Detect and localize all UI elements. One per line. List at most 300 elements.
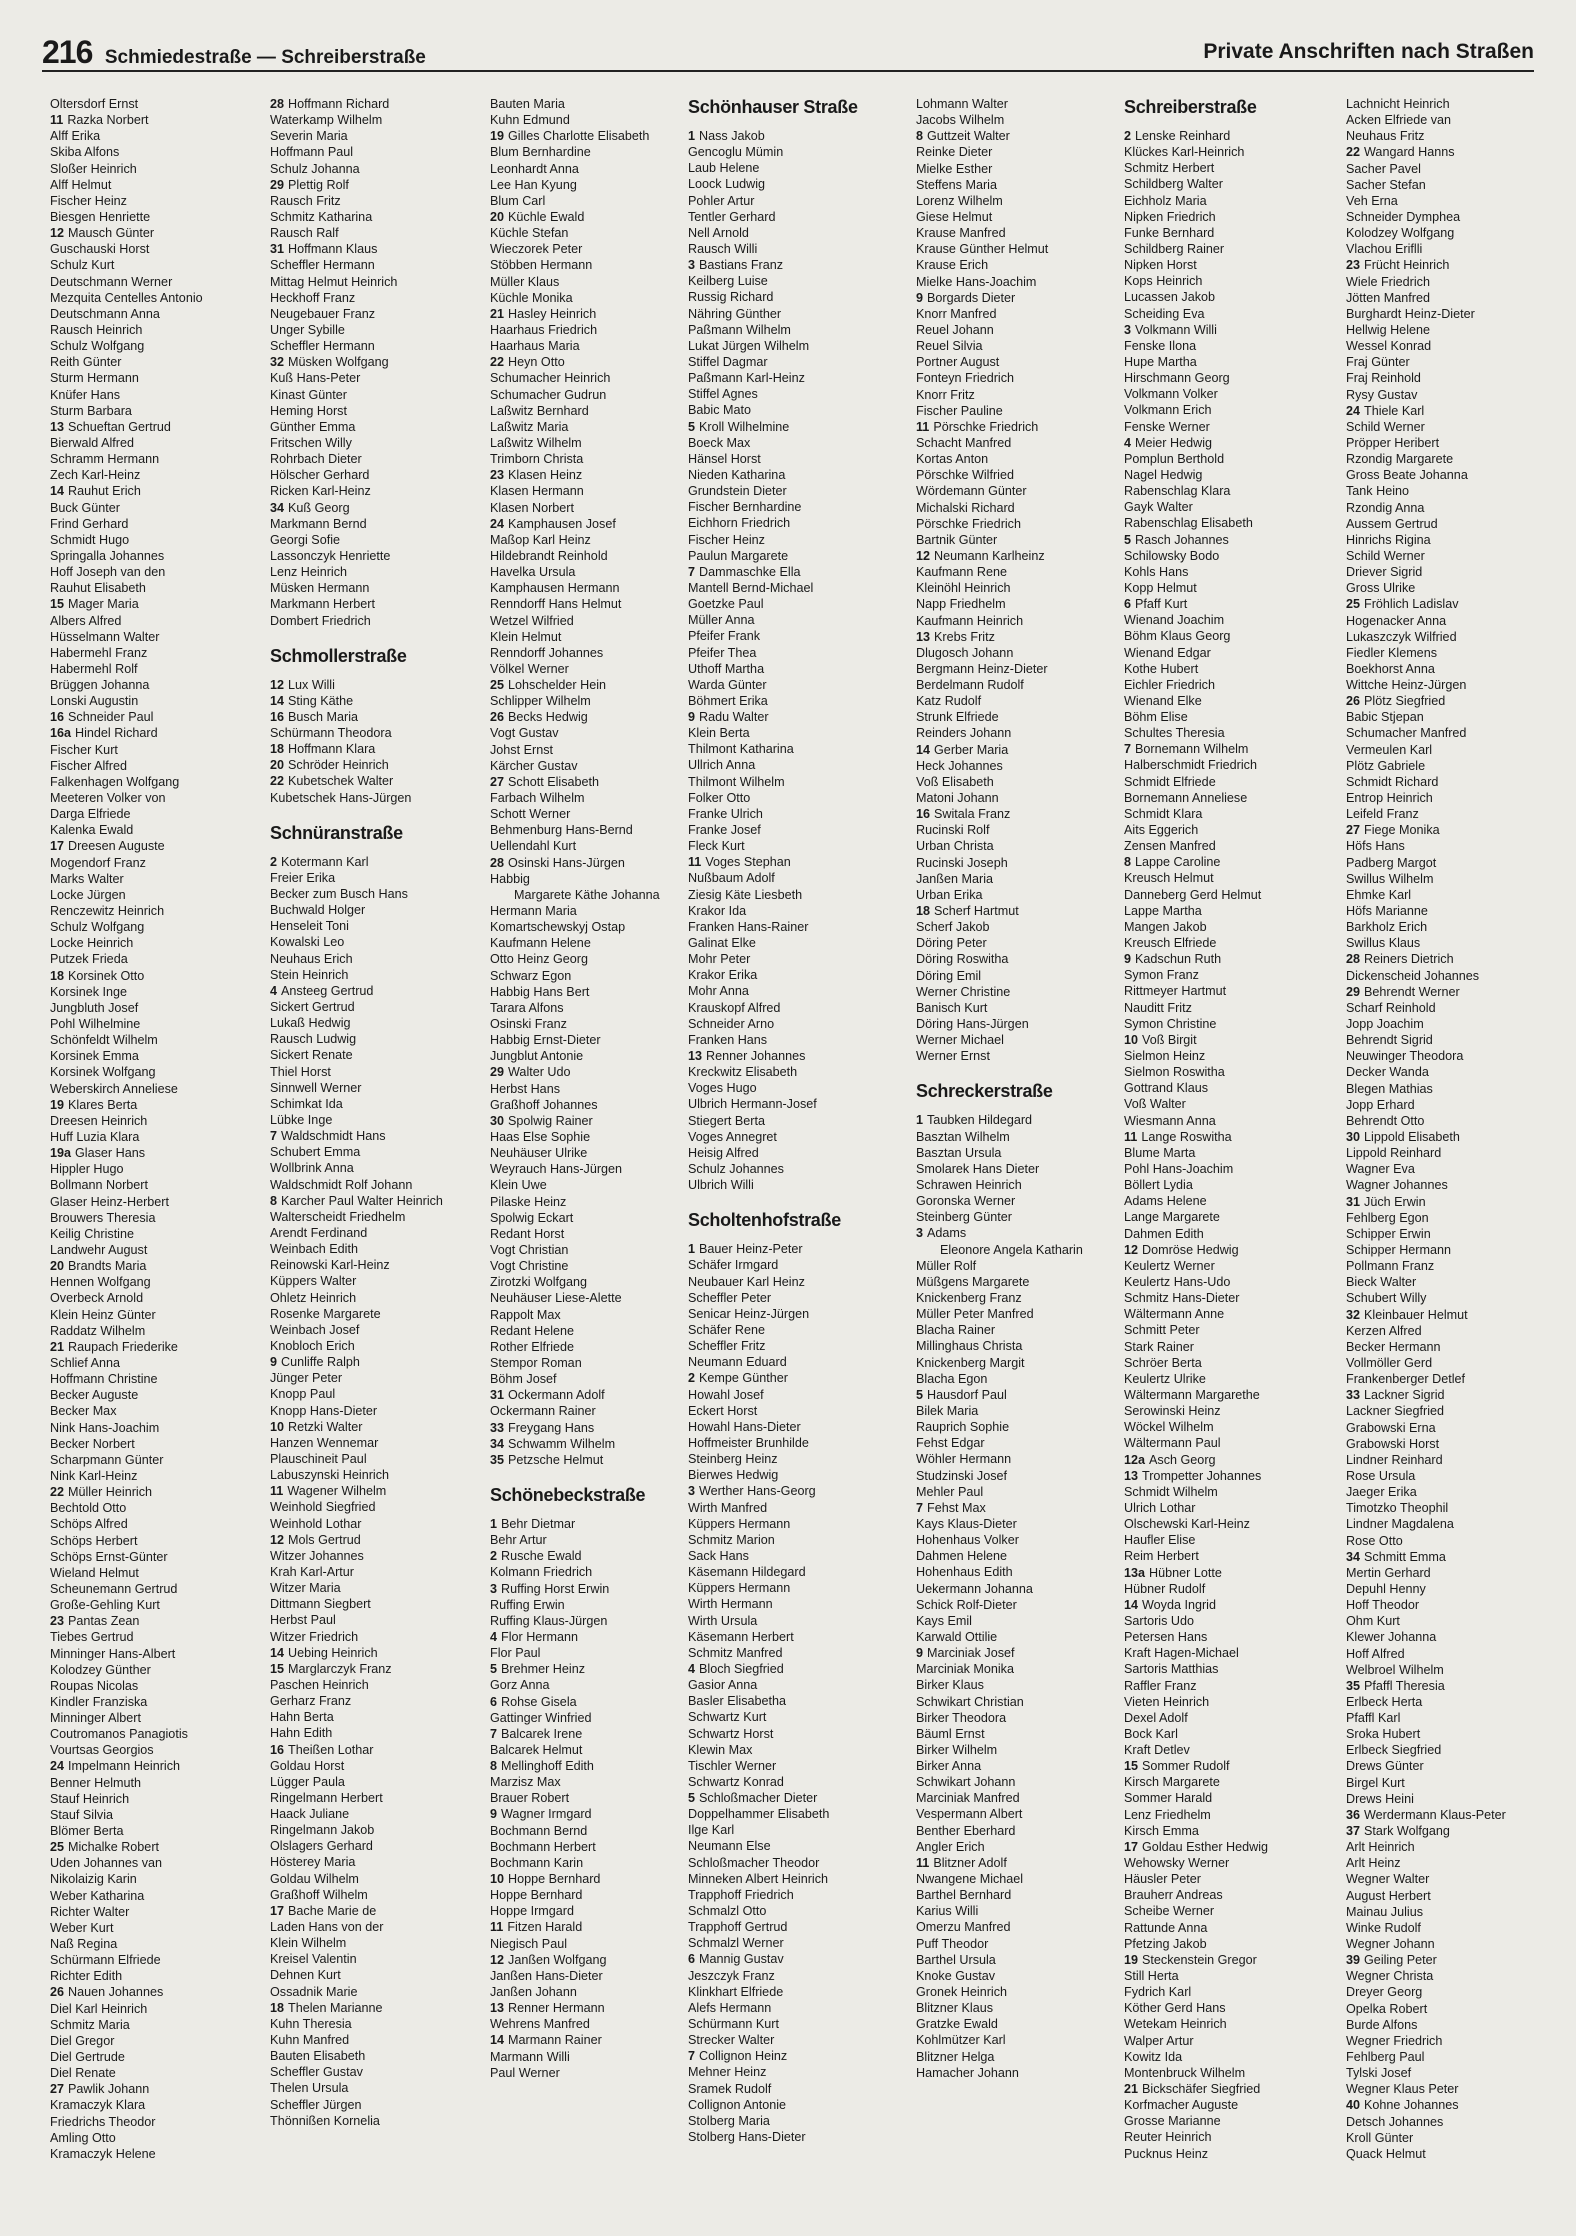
resident-name: Sacher Stefan bbox=[1346, 177, 1426, 192]
resident-entry bbox=[1346, 1000, 1542, 1016]
resident-entry bbox=[270, 902, 466, 918]
resident-name: Korfmacher Auguste bbox=[1124, 2098, 1239, 2113]
resident-name: Rohse Gisela bbox=[501, 1694, 577, 1709]
resident-entry bbox=[1346, 919, 1542, 935]
resident-entry bbox=[916, 1322, 1112, 1338]
house-number: 13 bbox=[688, 1049, 703, 1064]
resident-entry bbox=[1346, 128, 1542, 144]
resident-name: Hippler Hugo bbox=[50, 1162, 124, 1177]
resident-name: Kreckwitz Elisabeth bbox=[688, 1065, 798, 1080]
resident-entry bbox=[916, 1952, 1112, 1968]
resident-name: Ockermann Adolf bbox=[508, 1388, 605, 1403]
resident-entry bbox=[688, 2129, 884, 2145]
resident-entry bbox=[916, 1016, 1112, 1032]
resident-name: Balcarek Irene bbox=[501, 1726, 583, 1741]
resident-name: Tylski Josef bbox=[1346, 2066, 1412, 2081]
resident-entry bbox=[688, 467, 884, 483]
resident-entry bbox=[50, 532, 246, 548]
resident-entry bbox=[916, 1774, 1112, 1790]
house-number: 4 bbox=[688, 1661, 696, 1676]
resident-name: Glaser Heinz-Herbert bbox=[50, 1194, 169, 1209]
resident-name: Marks Walter bbox=[50, 871, 124, 886]
resident-name: Nähring Günther bbox=[688, 306, 782, 321]
house-number: 5 bbox=[490, 1662, 498, 1677]
resident-entry bbox=[916, 1790, 1112, 1806]
resident-entry bbox=[490, 467, 686, 483]
house-number: 14 bbox=[50, 484, 65, 499]
resident-name: Ringelmann Jakob bbox=[270, 1823, 375, 1838]
resident-entry bbox=[688, 1129, 884, 1145]
resident-name: Lonski Augustin bbox=[50, 694, 139, 709]
resident-name: Thelen Marianne bbox=[288, 2000, 383, 2015]
resident-entry bbox=[916, 2049, 1112, 2065]
resident-entry bbox=[916, 1806, 1112, 1822]
resident-entry bbox=[50, 1097, 246, 1113]
resident-name: Aussem Gertrud bbox=[1346, 516, 1438, 531]
resident-entry bbox=[490, 1290, 686, 1306]
resident-name: Marglarczyk Franz bbox=[288, 1661, 392, 1676]
resident-entry bbox=[916, 1677, 1112, 1693]
resident-name: Blömer Berta bbox=[50, 1824, 124, 1839]
resident-entry bbox=[916, 1274, 1112, 1290]
resident-entry bbox=[490, 274, 686, 290]
resident-entry bbox=[270, 1483, 466, 1499]
resident-name: Hindel Richard bbox=[75, 726, 158, 741]
resident-name: Basztan Ursula bbox=[916, 1145, 1002, 1160]
resident-name: Sickert Renate bbox=[270, 1048, 353, 1063]
resident-entry bbox=[1124, 1774, 1320, 1790]
resident-entry bbox=[916, 1823, 1112, 1839]
resident-name: Döring Peter bbox=[916, 936, 987, 951]
resident-name: Korsinek Inge bbox=[50, 984, 128, 999]
resident-entry bbox=[1346, 1533, 1542, 1549]
house-number: 11 bbox=[688, 855, 702, 870]
resident-entry bbox=[270, 1128, 466, 1144]
resident-name: Herbst Hans bbox=[490, 1081, 560, 1096]
resident-entry bbox=[50, 257, 246, 273]
resident-entry bbox=[1346, 1016, 1542, 1032]
resident-entry bbox=[270, 225, 466, 241]
resident-entry bbox=[50, 1452, 246, 1468]
resident-entry bbox=[916, 580, 1112, 596]
resident-entry bbox=[50, 758, 246, 774]
resident-entry bbox=[490, 516, 686, 532]
resident-entry bbox=[270, 1984, 466, 2000]
resident-entry bbox=[490, 1194, 686, 1210]
resident-name: Schipper Erwin bbox=[1346, 1226, 1431, 1241]
resident-entry bbox=[490, 161, 686, 177]
resident-entry bbox=[490, 984, 686, 1000]
resident-entry bbox=[1124, 1468, 1320, 1484]
resident-entry bbox=[688, 483, 884, 499]
resident-entry bbox=[1124, 289, 1320, 305]
resident-name: Alff Erika bbox=[50, 129, 101, 144]
resident-entry bbox=[1124, 1355, 1320, 1371]
resident-entry bbox=[50, 1210, 246, 1226]
resident-name: Opelka Robert bbox=[1346, 2001, 1428, 2016]
house-number: 12 bbox=[1124, 1242, 1139, 1257]
house-number: 12 bbox=[490, 1952, 505, 1967]
resident-entry bbox=[490, 596, 686, 612]
resident-entry bbox=[270, 354, 466, 370]
resident-entry bbox=[688, 1742, 884, 1758]
resident-entry bbox=[50, 629, 246, 645]
house-number: 14 bbox=[1124, 1597, 1139, 1612]
house-number: 29 bbox=[490, 1065, 505, 1080]
resident-entry bbox=[1346, 1484, 1542, 1500]
resident-name: Paßmann Wilhelm bbox=[688, 322, 791, 337]
resident-entry bbox=[1346, 177, 1542, 193]
resident-entry bbox=[1346, 887, 1542, 903]
resident-name: Kohlmützer Karl bbox=[916, 2033, 1006, 2048]
resident-name: Hausdorf Paul bbox=[927, 1387, 1007, 1402]
resident-entry bbox=[270, 1548, 466, 1564]
resident-name: Howahl Josef bbox=[688, 1387, 764, 1402]
resident-entry bbox=[916, 1112, 1112, 1128]
resident-name: Franke Ulrich bbox=[688, 806, 763, 821]
resident-name: Tank Heino bbox=[1346, 484, 1410, 499]
resident-name: Schloßmacher Dieter bbox=[699, 1791, 818, 1806]
resident-entry bbox=[1124, 435, 1320, 451]
resident-name: Redant Horst bbox=[490, 1226, 565, 1241]
resident-name: Hellwig Helene bbox=[1346, 322, 1430, 337]
resident-entry bbox=[1346, 1339, 1542, 1355]
resident-entry bbox=[688, 983, 884, 999]
resident-name: Waldschmidt Rolf Johann bbox=[270, 1177, 413, 1192]
resident-entry bbox=[916, 1209, 1112, 1225]
resident-name: Kuhn Manfred bbox=[270, 2033, 350, 2048]
resident-name: Nass Jakob bbox=[699, 129, 765, 143]
resident-entry bbox=[1124, 919, 1320, 935]
resident-name: Renner Hermann bbox=[508, 2001, 605, 2016]
resident-entry bbox=[1346, 1516, 1542, 1532]
resident-name: Hohenhaus Edith bbox=[916, 1565, 1013, 1580]
resident-entry bbox=[50, 274, 246, 290]
resident-name: Rabenschlag Klara bbox=[1124, 484, 1231, 499]
resident-entry bbox=[916, 306, 1112, 322]
resident-entry bbox=[1124, 612, 1320, 628]
resident-name: Käsemann Herbert bbox=[688, 1629, 794, 1644]
resident-name: Weyrauch Hans-Jürgen bbox=[490, 1162, 623, 1177]
resident-name: Blum Carl bbox=[490, 193, 546, 208]
resident-entry bbox=[490, 1548, 686, 1564]
resident-name: Schmitz Marion bbox=[688, 1532, 775, 1547]
resident-entry bbox=[916, 1145, 1112, 1161]
house-number: 18 bbox=[270, 2000, 285, 2015]
resident-name: Zirotzki Wolfgang bbox=[490, 1275, 588, 1290]
resident-name: Jünger Peter bbox=[270, 1371, 343, 1386]
resident-name: Habbig Ernst-Dieter bbox=[490, 1033, 601, 1048]
resident-entry bbox=[490, 1532, 686, 1548]
resident-entry bbox=[50, 500, 246, 516]
resident-entry bbox=[270, 741, 466, 757]
resident-name: Hoff Joseph van den bbox=[50, 565, 166, 580]
house-number: 27 bbox=[50, 2082, 65, 2097]
house-number: 6 bbox=[1124, 597, 1132, 612]
resident-name: Kuß Georg bbox=[288, 500, 350, 515]
resident-entry bbox=[490, 483, 686, 499]
resident-entry bbox=[50, 2017, 246, 2033]
resident-name: Wegner Klaus Peter bbox=[1346, 2082, 1459, 2097]
resident-entry bbox=[50, 1323, 246, 1339]
resident-entry bbox=[50, 467, 246, 483]
resident-entry bbox=[1346, 1129, 1542, 1145]
house-number: 19a bbox=[50, 1146, 72, 1161]
resident-name: Matoni Johann bbox=[916, 791, 999, 806]
resident-name: Müsken Hermann bbox=[270, 581, 370, 596]
resident-entry bbox=[1124, 144, 1320, 160]
resident-entry bbox=[50, 580, 246, 596]
resident-entry bbox=[916, 2000, 1112, 2016]
resident-entry bbox=[1346, 725, 1542, 741]
resident-name: Mohr Anna bbox=[688, 984, 749, 999]
resident-name: Wirth Hermann bbox=[688, 1597, 773, 1612]
resident-name: Schneider Dymphea bbox=[1346, 209, 1461, 224]
resident-entry bbox=[270, 1532, 466, 1548]
resident-name: Kamphausen Hermann bbox=[490, 581, 620, 596]
house-number: 33 bbox=[1346, 1388, 1361, 1403]
resident-entry bbox=[270, 516, 466, 532]
resident-entry bbox=[270, 1209, 466, 1225]
resident-name: Marmann Willi bbox=[490, 2049, 570, 2064]
resident-entry bbox=[50, 1952, 246, 1968]
resident-entry bbox=[50, 451, 246, 467]
house-number: 7 bbox=[688, 2049, 696, 2064]
house-number: 17 bbox=[50, 839, 65, 854]
resident-name: Puff Theodor bbox=[916, 1936, 989, 1951]
resident-name: Hahn Edith bbox=[270, 1726, 333, 1741]
resident-entry bbox=[688, 241, 884, 257]
resident-entry bbox=[490, 1371, 686, 1387]
resident-name: Behmenburg Hans-Bernd bbox=[490, 823, 633, 838]
resident-entry bbox=[270, 451, 466, 467]
resident-name: Scheffler Fritz bbox=[688, 1339, 766, 1354]
resident-entry bbox=[1346, 435, 1542, 451]
resident-entry bbox=[1346, 903, 1542, 919]
resident-name: Diel Gregor bbox=[50, 2033, 115, 2048]
resident-name: Krah Karl-Artur bbox=[270, 1564, 354, 1579]
resident-name: Gilles Charlotte Elisabeth bbox=[508, 129, 650, 144]
resident-name: Osinski Franz bbox=[490, 1017, 567, 1032]
resident-name: Plauschineit Paul bbox=[270, 1451, 367, 1466]
resident-name: Bastians Franz bbox=[699, 258, 784, 273]
resident-name: Markmann Herbert bbox=[270, 597, 375, 612]
resident-name: Laub Helene bbox=[688, 161, 760, 176]
resident-name: Heckhoff Franz bbox=[270, 290, 356, 305]
resident-entry bbox=[916, 451, 1112, 467]
resident-name: Küchle Monika bbox=[490, 290, 573, 305]
resident-name: Uellendahl Kurt bbox=[490, 839, 577, 854]
resident-name: Werdermann Klaus-Peter bbox=[1364, 1807, 1506, 1822]
resident-name: Schipper Hermann bbox=[1346, 1242, 1451, 1257]
resident-entry bbox=[50, 806, 246, 822]
resident-name: Rattunde Anna bbox=[1124, 1920, 1208, 1935]
resident-name: Gross Beate Johanna bbox=[1346, 468, 1468, 483]
resident-entry bbox=[270, 2048, 466, 2064]
resident-name: Spolwig Eckart bbox=[490, 1210, 574, 1225]
house-number: 24 bbox=[50, 1759, 65, 1774]
resident-entry bbox=[688, 774, 884, 790]
resident-name: Vogt Christine bbox=[490, 1259, 569, 1274]
resident-entry bbox=[50, 1371, 246, 1387]
resident-entry bbox=[916, 1903, 1112, 1919]
resident-entry bbox=[1124, 515, 1320, 531]
resident-name: Uekermann Johanna bbox=[916, 1581, 1033, 1596]
resident-entry bbox=[1124, 903, 1320, 919]
resident-entry bbox=[1346, 2146, 1542, 2162]
resident-entry bbox=[688, 790, 884, 806]
resident-entry bbox=[50, 548, 246, 564]
resident-entry bbox=[50, 1516, 246, 1532]
resident-entry bbox=[270, 1693, 466, 1709]
resident-entry bbox=[270, 934, 466, 950]
resident-name: Labuszynski Heinrich bbox=[270, 1468, 389, 1483]
resident-name: Thilmont Wilhelm bbox=[688, 774, 785, 789]
resident-name: Scheiding Eva bbox=[1124, 306, 1205, 321]
resident-entry bbox=[916, 1306, 1112, 1322]
resident-name: Thiele Karl bbox=[1364, 403, 1425, 418]
resident-name: Böhm Elise bbox=[1124, 710, 1188, 725]
resident-entry bbox=[1346, 1565, 1542, 1581]
resident-entry bbox=[270, 1790, 466, 1806]
resident-entry bbox=[1124, 1500, 1320, 1516]
resident-name: Henseleit Toni bbox=[270, 919, 349, 934]
resident-entry bbox=[916, 1532, 1112, 1548]
resident-name: Schmitt Emma bbox=[1364, 1549, 1446, 1564]
resident-name: Leonhardt Anna bbox=[490, 161, 579, 176]
resident-entry bbox=[916, 1613, 1112, 1629]
resident-entry bbox=[50, 774, 246, 790]
resident-entry bbox=[50, 2081, 246, 2097]
resident-entry bbox=[490, 128, 686, 144]
resident-entry bbox=[916, 1371, 1112, 1387]
resident-name: Mezquita Centelles Antonio bbox=[50, 290, 203, 305]
resident-name: Burghardt Heinz-Dieter bbox=[1346, 306, 1475, 321]
resident-entry bbox=[1124, 306, 1320, 322]
resident-entry bbox=[1346, 1581, 1542, 1597]
resident-name: Burde Alfons bbox=[1346, 2017, 1418, 2032]
resident-entry bbox=[916, 1629, 1112, 1645]
resident-name: Folker Otto bbox=[688, 790, 751, 805]
house-number: 15 bbox=[270, 1661, 285, 1676]
resident-name: Hoppe Irmgard bbox=[490, 1904, 574, 1919]
resident-name: Birker Anna bbox=[916, 1759, 982, 1774]
resident-entry bbox=[1124, 1080, 1320, 1096]
resident-name: Kirsch Emma bbox=[1124, 1823, 1199, 1838]
resident-name: Wessel Konrad bbox=[1346, 339, 1432, 354]
resident-name: Vourtsas Georgios bbox=[50, 1743, 154, 1758]
resident-entry bbox=[1346, 467, 1542, 483]
house-number: 6 bbox=[490, 1694, 498, 1709]
house-number: 16 bbox=[916, 807, 931, 822]
resident-entry bbox=[270, 918, 466, 934]
resident-entry bbox=[1124, 2033, 1320, 2049]
resident-name: Gerharz Franz bbox=[270, 1694, 352, 1709]
resident-entry bbox=[50, 144, 246, 160]
resident-name: Bickschäfer Siegfried bbox=[1142, 2082, 1261, 2097]
house-number: 3 bbox=[1124, 322, 1132, 337]
resident-entry bbox=[270, 128, 466, 144]
resident-entry bbox=[270, 1290, 466, 1306]
resident-entry bbox=[1346, 1113, 1542, 1129]
resident-entry bbox=[688, 1241, 884, 1257]
resident-name: Pfeifer Frank bbox=[688, 629, 761, 644]
resident-entry bbox=[1124, 1371, 1320, 1387]
resident-entry bbox=[50, 677, 246, 693]
resident-entry bbox=[1346, 1549, 1542, 1565]
resident-name: Berdelmann Rudolf bbox=[916, 678, 1024, 693]
resident-name: Richter Edith bbox=[50, 1969, 123, 1984]
resident-name: Schmalzl Otto bbox=[688, 1904, 767, 1919]
resident-entry bbox=[1124, 1790, 1320, 1806]
resident-entry bbox=[1346, 257, 1542, 273]
resident-entry bbox=[688, 257, 884, 273]
resident-name: Müller Rolf bbox=[916, 1258, 977, 1273]
resident-entry bbox=[50, 742, 246, 758]
resident-name: Knopp Hans-Dieter bbox=[270, 1403, 378, 1418]
resident-name: Karwald Ottilie bbox=[916, 1629, 998, 1644]
resident-entry bbox=[1346, 2097, 1542, 2113]
resident-name: Wagener Wilhelm bbox=[287, 1484, 387, 1499]
resident-entry bbox=[916, 1177, 1112, 1193]
house-number: 34 bbox=[1346, 1549, 1361, 1564]
resident-entry bbox=[916, 1936, 1112, 1952]
resident-name: Fehst Max bbox=[927, 1500, 986, 1515]
resident-name: Bilek Maria bbox=[916, 1403, 979, 1418]
resident-entry bbox=[50, 1726, 246, 1742]
house-number: 23 bbox=[50, 1614, 65, 1629]
resident-entry bbox=[1124, 1226, 1320, 1242]
resident-name: Arendt Ferdinand bbox=[270, 1226, 368, 1240]
resident-entry bbox=[1346, 370, 1542, 386]
resident-name: Kowalski Leo bbox=[270, 935, 345, 950]
resident-name: Reuel Silvia bbox=[916, 339, 983, 354]
resident-entry bbox=[270, 2097, 466, 2113]
resident-name: Hildebrandt Reinhold bbox=[490, 548, 608, 563]
resident-entry bbox=[688, 1338, 884, 1354]
resident-entry bbox=[270, 1435, 466, 1451]
resident-entry bbox=[50, 2130, 246, 2146]
resident-name: Alefs Hermann bbox=[688, 2000, 772, 2015]
resident-name: Schimkat Ida bbox=[270, 1096, 343, 1111]
resident-entry bbox=[916, 467, 1112, 483]
resident-entry bbox=[50, 1032, 246, 1048]
resident-entry bbox=[270, 1177, 466, 1193]
resident-entry bbox=[1124, 806, 1320, 822]
resident-entry bbox=[916, 1855, 1112, 1871]
resident-name: Schneider Arno bbox=[688, 1016, 775, 1031]
resident-entry bbox=[1346, 742, 1542, 758]
resident-name: Fischer Alfred bbox=[50, 758, 127, 773]
resident-name: Schott Elisabeth bbox=[508, 774, 600, 789]
resident-entry bbox=[1346, 2065, 1542, 2081]
house-number: 3 bbox=[688, 258, 696, 273]
resident-name: Pörschke Friedrich bbox=[933, 419, 1039, 434]
resident-entry bbox=[50, 855, 246, 871]
resident-entry bbox=[490, 1016, 686, 1032]
resident-entry bbox=[270, 1322, 466, 1338]
resident-name: Coutromanos Panagiotis bbox=[50, 1727, 188, 1742]
resident-entry bbox=[50, 387, 246, 403]
resident-name: Sielmon Heinz bbox=[1124, 1049, 1206, 1064]
resident-name: Schrawen Heinrich bbox=[916, 1178, 1022, 1192]
resident-name: Behr Dietmar bbox=[501, 1516, 576, 1531]
resident-name: Döring Hans-Jürgen bbox=[916, 1017, 1029, 1032]
resident-entry bbox=[688, 144, 884, 160]
resident-name: Buck Günter bbox=[50, 500, 120, 515]
house-number: 4 bbox=[270, 983, 278, 998]
resident-name: Drews Heini bbox=[1346, 1791, 1414, 1806]
